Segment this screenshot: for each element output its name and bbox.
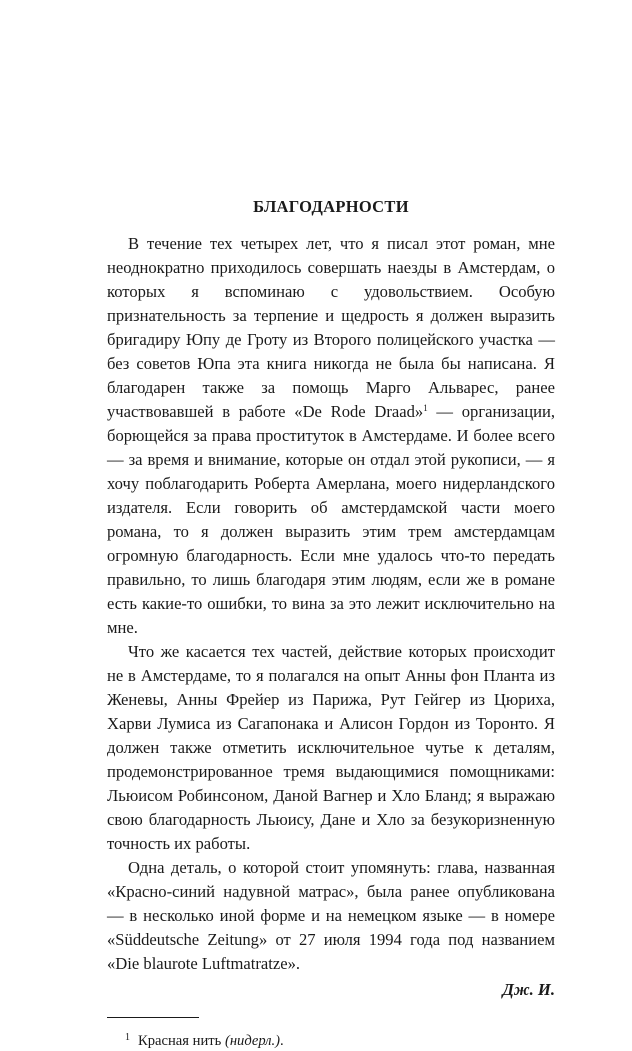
footnote-divider	[107, 1017, 199, 1018]
paragraph-1	[107, 232, 555, 640]
paragraph-1-part-a: В течение тех четырех лет, что я писал этот роман, мне неоднократно приходилось совершать наезды в Амстердам, о которых я вспоминаю с удовольствием. Особую признательность за терпение и щедрость я должен выразить бригадиру Юпу де Гроту из Второго полицейского участка — без советов Юпа эта книга никогда не была бы написана. Я благодарен также за помощь Марго Альварес, ранее участвовавшей в работе «De Rode Draad»	[107, 234, 555, 421]
paragraph-2: Что же касается тех частей, действие которых происходит не в Амстердаме, то я полагался на опыт Анны фон Планта из Женевы, Анны Фрейер из Парижа, Рут Гейгер из Цюриха, Харви Лумиса из Сагапонака и Алисон Гордон из Торонто. Я должен также отметить исключительное чутье к деталям, продемонстрированное тремя выдающимися помощниками: Льюисом Робинсоном, Даной Вагнер и Хло Бланд; я выражаю свою благодарность Льюису, Дане и Хло за безукоризненную точность их работы.	[107, 642, 555, 853]
footnote-language-note: (нидерл.)	[224, 1033, 281, 1049]
paragraph-3: Одна деталь, о которой стоит упомянуть: глава, названная «Красно-синий надувной матрас», была ранее опубликована — в несколько иной форме и на немецком языке — в номере «Süddeutsche Zeitung» от 27 июля 1994 года под названием «Die blaurote Luftmatratze».	[107, 858, 555, 973]
page-text-block	[107, 196, 555, 1051]
footnote-reference[interactable]: 1	[423, 403, 428, 413]
footnote-end: .	[280, 1033, 284, 1049]
footnote	[125, 1031, 555, 1051]
footnote-text: Красная нить	[138, 1033, 222, 1049]
footnote-marker: 1	[125, 1032, 130, 1043]
paragraph-1-part-b: — организации, борющейся за права проституток в Амстердаме. И более всего — за время и внимание, которые он отдал этой рукописи, — я хочу поблагодарить Роберта Амерлана, моего нидерландского издателя. Если говорить об амстердамской части моего романа, то я должен выразить этим трем амстердамцам огромную благодарность. Если мне удалось что-то передать правильно, то лишь благодаря этим людям, если же в романе есть какие-то ошибки, то вина за это лежит исключительно на мне.	[107, 402, 555, 637]
page-title: БЛАГОДАРНОСТИ	[253, 197, 409, 216]
author-signature: Дж. И.	[502, 980, 555, 999]
